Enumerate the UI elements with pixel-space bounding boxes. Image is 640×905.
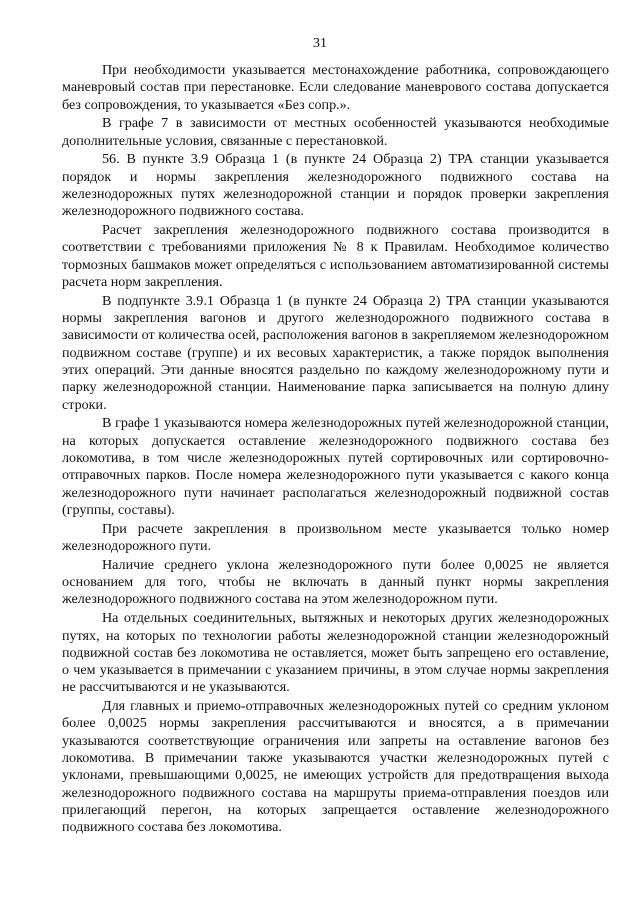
paragraph-item-56: 56. В пункте 3.9 Образца 1 (в пункте 24 Образца 2) ТРА станции указывается порядок и нормы закрепления железнодорожного подвижного состава на железнодорожных путях железнодорожной станции и порядок проверки закрепления железнодорожного подвижного состава. <box>62 151 609 220</box>
paragraph-gradient: Наличие среднего уклона железнодорожного пути более 0,0025 не является основанием для того, чтобы не включать в данный пункт нормы закрепления железнодорожного подвижного состава на этом железнодорожном пути. <box>62 556 609 608</box>
paragraph-subitem-3-9-1: В подпункте 3.9.1 Образца 1 (в пункте 24 Образца 2) ТРА станции указываются нормы закрепления вагонов и другого железнодорожного подвижного состава в зависимости от количества осей, расположения вагонов в закрепляемом железнодорожном подвижном составе (группе) и их весовых характеристик, а также порядок выполнения этих операций. Эти данные вносятся раздельно по каждому железнодорожному пути и парку железнодорожной станции. Наименование парка записывается на полную длину строки. <box>62 292 609 413</box>
paragraph-column-1: В графе 1 указываются номера железнодорожных путей железнодорожной станции, на которых допускается оставление железнодорожного подвижного состава без локомотива, в том числе железнодорожных путей сортировочных или сортировочно-отправочных парков. После номера железнодорожного пути указывается с какого конца железнодорожного пути начинает располагаться железнодорожный подвижной состав (группы, составы). <box>62 415 609 518</box>
paragraph-main-tracks: Для главных и приемо-отправочных железнодорожных путей со средним уклоном более 0,0025 нормы закрепления рассчитываются и вносятся, а в примечании указываются соответствующие ограничения или запреты на оставление вагонов без локомотива. В примечании также указываются участки железнодорожных путей с уклонами, превышающими 0,0025, не имеющих устройств для предотвращения выхода железнодорожного подвижного состава на маршруты приема-отправления поездов или прилегающий перегон, на которых запрещается оставление железнодорожного подвижного состава без локомотива. <box>62 698 609 836</box>
paragraph-column-7: В графе 7 в зависимости от местных особенностей указываются необходимые дополнительные условия, связанные с перестановкой. <box>62 115 609 149</box>
document-body <box>62 62 609 838</box>
paragraph-escort: При необходимости указывается местонахождение работника, сопровождающего маневровый состав при перестановке. Если следование маневрового состава допускается без сопровождения, то указывается «Без сопр.». <box>62 62 609 113</box>
paragraph-arbitrary-place: При расчете закрепления в произвольном месте указывается только номер железнодорожного пути. <box>62 520 609 555</box>
page-number: 31 <box>313 36 327 51</box>
paragraph-calculation: Расчет закрепления железнодорожного подвижного состава производится в соответствии с требованиями приложения № 8 к Правилам. Необходимое количество тормозных башмаков может определяться с использованием автоматизированной системы расчета норм закрепления. <box>62 222 609 291</box>
paragraph-separate-tracks: На отдельных соединительных, вытяжных и некоторых других железнодорожных путях, на которых по технологии работы железнодорожной станции железнодорожный подвижной состав без локомотива не оставляется, может быть запрещено его оставление, о чем указывается в примечании с указанием причины, в этом случае нормы закрепления не рассчитываются и не указываются. <box>62 610 609 696</box>
